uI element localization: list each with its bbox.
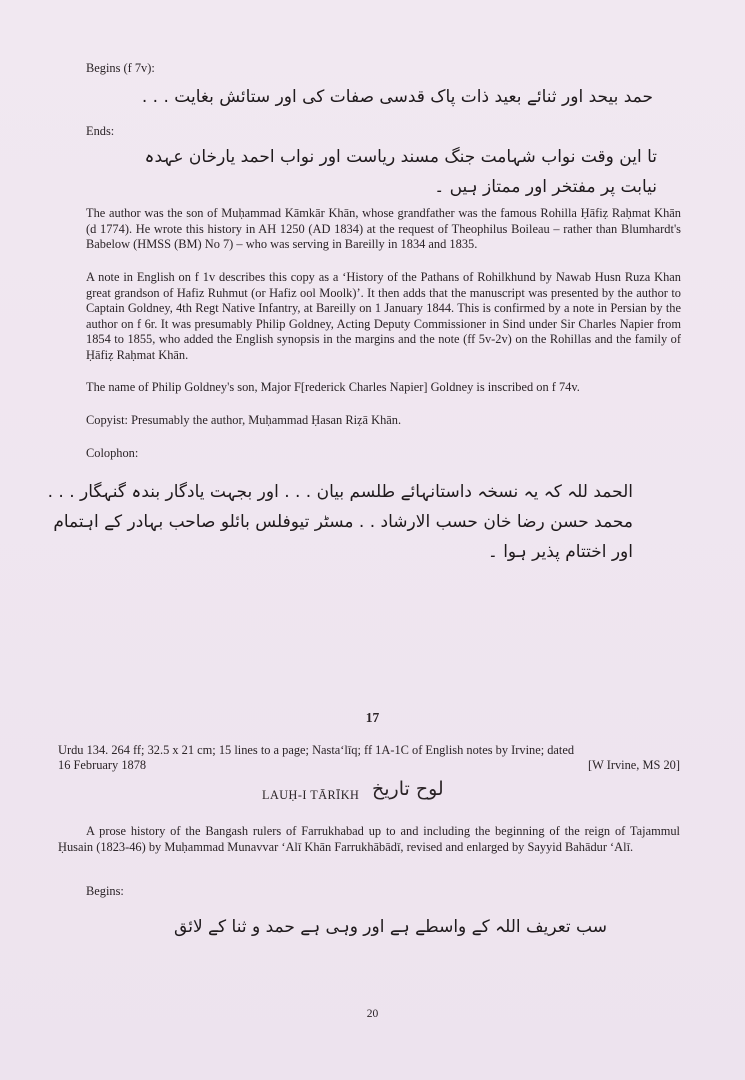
ends-urdu-line: نیابت پر مفتخر اور ممتاز ہیں ۔ (434, 177, 657, 197)
prose-paragraph: A prose history of the Bangash rulers of Farrukhabad up to and including the beginning of the reign of Tajammul Ḥusain (1823-46) by Muḥammad Munavvar ‘Alī Khān Farrukhābādī, revised and enlarged by Sayyid Bahādur ‘Alī. (58, 824, 680, 854)
page-number: 20 (366, 1008, 379, 1020)
copyist-paragraph: Copyist: Presumably the author, Muḥammad Ḥasan Riẓā Khān. (86, 413, 402, 427)
entry-number: 17 (365, 710, 380, 725)
manuscript-metadata (58, 743, 680, 774)
begins-label-2: Begins: (86, 884, 124, 898)
begins-urdu-text-2: سب تعریف اللہ کے واسطے ہے اور وہی ہے حمد و ثنا کے لائق (174, 917, 607, 937)
work-title: LAUḤ-I TĀRĪKH (262, 788, 360, 802)
begins-label: Begins (f 7v): (86, 61, 155, 75)
work-title-urdu: لوح تاریخ (372, 778, 444, 800)
colophon-urdu-text (48, 477, 633, 567)
colophon-label: Colophon: (86, 446, 139, 460)
author-paragraph: The author was the son of Muḥammad Kāmkār Khān, whose grandfather was the famous Rohilla Ḥāfiẓ Raḥmat Khān (d 1774). He wrote this history in AH 1250 (AD 1834) at the request of Theophilus Boileau – rather than Blumhardt's Babelow (HMSS (BM) No 7) – who was serving in Bareilly in 1834 and 1835. (86, 206, 681, 252)
ends-urdu-line: تا این وقت نواب شہامت جنگ مسند ریاست اور نواب احمد یارخان عہدہ (144, 147, 657, 167)
metadata-line: Urdu 134. 264 ff; 32.5 x 21 cm; 15 lines to a page; Nasta‘līq; ff 1A-1C of English notes by Irvine; dated (58, 743, 575, 757)
metadata-date: 16 February 1878 (58, 758, 147, 773)
colophon-urdu-line: الحمد للہ کہ یہ نسخہ داستانہائے طلسم بیان . . . اور بجہت یادگار بندہ گنہگار . . . (47, 482, 633, 502)
son-paragraph: The name of Philip Goldney's son, Major F[rederick Charles Napier] Goldney is inscribed on f 74v. (86, 380, 580, 394)
metadata-line-2 (58, 758, 680, 773)
begins-urdu-text: حمد بیحد اور ثنائے بعید ذات پاک قدسی صفات کی اور ستائش بغایت . . . (141, 87, 653, 107)
ends-label: Ends: (86, 124, 115, 138)
colophon-urdu-line: اور اختتام پذیر ہوا ۔ (487, 542, 633, 562)
note-paragraph: A note in English on f 1v describes this copy as a ‘History of the Pathans of Rohilkhund by Nawab Husn Ruza Khan great grandson of Hafiz Ruhmut (or Hafiz ool Moolk)’. It then adds that the manuscript was presented by the author to Captain Goldney, 4th Regt Native Infantry, at Bareilly on 1 January 1844. This is confirmed by a note in Persian by the author on f 6r. It was presumably Philip Goldney, Acting Deputy Commissioner in Sind under Sir Charles Napier from 1854 to 1855, who added the English synopsis in the margins and the note (ff 5v-2v) on the Rohillas and the family of Ḥāfiẓ Raḥmat Khān. (86, 270, 681, 362)
colophon-urdu-line: محمد حسن رضا خان حسب الارشاد . . مسٹر تیوفلس بائلو صاحب بہادر کے اہتمام (53, 512, 633, 532)
ends-urdu-text (145, 142, 658, 202)
metadata-source: [W Irvine, MS 20] (588, 758, 680, 773)
